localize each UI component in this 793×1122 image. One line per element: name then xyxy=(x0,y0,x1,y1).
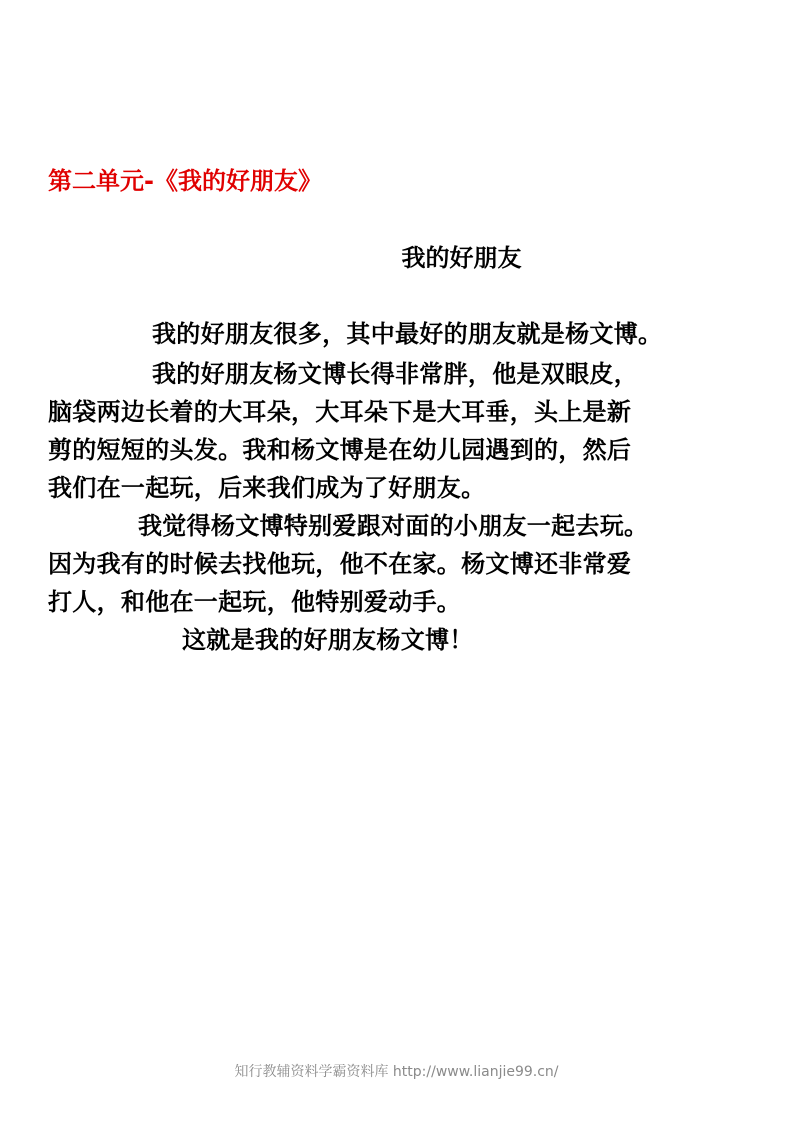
essay-line-9: 这就是我的好朋友杨文博！ xyxy=(182,626,474,654)
essay-line-6: 我觉得杨文博特别爱跟对面的小朋友一起去玩。 xyxy=(138,512,649,540)
essay-line-3: 脑袋两边长着的大耳朵，大耳朵下是大耳垂，头上是新 xyxy=(48,398,632,426)
essay-line-7: 因为我有的时候去找他玩，他不在家。杨文博还非常爱 xyxy=(48,550,632,578)
essay-line-1: 我的好朋友很多，其中最好的朋友就是杨文博。 xyxy=(152,320,663,348)
footer-watermark-link[interactable]: 知行教辅资料学霸资料库 http://www.lianjie99.cn/ xyxy=(234,1064,559,1080)
essay-title: 我的好朋友 xyxy=(401,244,522,272)
essay-line-2: 我的好朋友杨文博长得非常胖，他是双眼皮， xyxy=(152,360,638,388)
essay-line-8: 打人，和他在一起玩，他特别爱动手。 xyxy=(48,588,462,616)
unit-heading: 第二单元-《我的好朋友》 xyxy=(48,167,322,195)
essay-line-5: 我们在一起玩，后来我们成为了好朋友。 xyxy=(48,474,486,502)
essay-line-4: 剪的短短的头发。我和杨文博是在幼儿园遇到的，然后 xyxy=(48,436,632,464)
